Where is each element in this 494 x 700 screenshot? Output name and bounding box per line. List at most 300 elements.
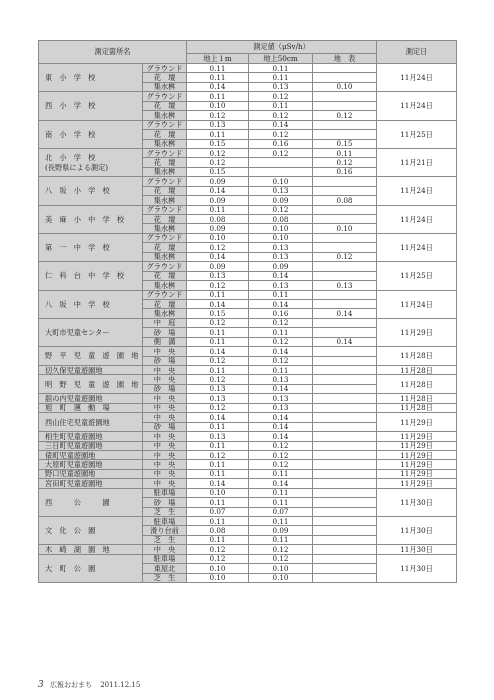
value-surface (313, 507, 377, 516)
value-surface: 0.12 (313, 111, 377, 120)
measurement-spot: グラウンド (143, 120, 187, 129)
header-height-1m: 地上１m (187, 54, 249, 64)
value-surface (313, 554, 377, 563)
value-1m: 0.12 (187, 111, 249, 120)
measurement-spot: グラウンド (143, 233, 187, 242)
measurement-date: 11月30日 (377, 488, 457, 516)
value-50cm: 0.10 (249, 564, 313, 573)
measurement-spot: 砂 場 (143, 422, 187, 431)
measurement-spot: 中 央 (143, 469, 187, 478)
value-1m: 0.10 (187, 564, 249, 573)
value-surface (313, 403, 377, 412)
measurement-spot: グラウンド (143, 148, 187, 157)
location-name (39, 413, 143, 432)
value-50cm (249, 158, 313, 167)
location-name (39, 375, 143, 394)
table-row (39, 148, 457, 157)
value-1m: 0.14 (187, 186, 249, 195)
table-row (39, 545, 457, 554)
value-1m: 0.09 (187, 224, 249, 233)
value-50cm: 0.12 (249, 460, 313, 469)
location-name (39, 347, 143, 366)
value-1m: 0.11 (187, 366, 249, 375)
value-50cm: 0.12 (249, 111, 313, 120)
value-surface (313, 299, 377, 308)
header-date: 測定日 (377, 41, 457, 64)
value-50cm: 0.11 (249, 469, 313, 478)
location-name (39, 177, 143, 205)
value-1m: 0.11 (187, 337, 249, 346)
value-1m: 0.14 (187, 479, 249, 488)
location-label: 明 野 児 童 遊 園 地 (45, 379, 139, 389)
measurement-spot: 花 壇 (143, 186, 187, 195)
value-surface (313, 564, 377, 573)
value-50cm: 0.12 (249, 130, 313, 139)
location-label: 俵町児童遊園地 (45, 450, 96, 460)
value-surface (313, 73, 377, 82)
value-surface: 0.12 (313, 252, 377, 261)
value-1m: 0.11 (187, 92, 249, 101)
value-50cm: 0.13 (249, 375, 313, 384)
value-1m: 0.12 (187, 554, 249, 563)
value-surface (313, 186, 377, 195)
value-1m: 0.14 (187, 413, 249, 422)
value-surface (313, 498, 377, 507)
value-surface (313, 262, 377, 271)
measurement-spot: 砂 場 (143, 384, 187, 393)
location-name (39, 479, 143, 488)
value-surface: 0.10 (313, 82, 377, 91)
value-1m: 0.13 (187, 384, 249, 393)
measurement-date: 11月29日 (377, 441, 457, 450)
value-surface (313, 347, 377, 356)
location-label: 大原町児童遊園地 (45, 459, 103, 469)
value-50cm: 0.11 (249, 517, 313, 526)
value-50cm: 0.13 (249, 82, 313, 91)
value-surface: 0.10 (313, 224, 377, 233)
value-1m: 0.12 (187, 148, 249, 157)
value-50cm: 0.14 (249, 384, 313, 393)
measurement-spot: 中 央 (143, 366, 187, 375)
value-50cm: 0.11 (249, 366, 313, 375)
location-label: 文 化 公 園 (45, 526, 96, 536)
location-name (39, 554, 143, 582)
measurement-spot: 側 溝 (143, 337, 187, 346)
measurement-date: 11月29日 (377, 318, 457, 346)
location-name (39, 120, 143, 148)
value-surface (313, 413, 377, 422)
table-row (39, 394, 457, 403)
measurement-spot: 花 壇 (143, 243, 187, 252)
location-name (39, 517, 143, 545)
measurement-spot: 集水桝 (143, 224, 187, 233)
value-50cm: 0.11 (249, 290, 313, 299)
measurement-spot: 花 壇 (143, 73, 187, 82)
location-label: 西 小 学 校 (45, 101, 96, 111)
location-name (39, 450, 143, 459)
value-50cm: 0.08 (249, 215, 313, 224)
table-row (39, 413, 457, 422)
value-surface (313, 460, 377, 469)
table-row (39, 233, 457, 242)
issue-date: 2011.12.15 (100, 681, 141, 689)
measurement-spot: 花 壇 (143, 271, 187, 280)
value-surface (313, 366, 377, 375)
measurement-date: 11月28日 (377, 394, 457, 403)
value-1m: 0.08 (187, 215, 249, 224)
location-label: 切久保児童遊園地 (45, 365, 103, 375)
value-50cm: 0.09 (249, 262, 313, 271)
header-surface: 地 表 (313, 54, 377, 64)
value-surface (313, 92, 377, 101)
value-1m: 0.13 (187, 271, 249, 280)
measurement-spot: グラウンド (143, 92, 187, 101)
value-surface (313, 535, 377, 544)
table-row (39, 432, 457, 441)
measurement-spot: 集水桝 (143, 281, 187, 290)
location-label: 仁 科 台 中 学 校 (45, 271, 125, 281)
table-row (39, 517, 457, 526)
measurement-date: 11月24日 (377, 92, 457, 120)
table-row (39, 479, 457, 488)
measurement-date: 11月30日 (377, 517, 457, 545)
location-name (39, 64, 143, 92)
value-1m: 0.11 (187, 441, 249, 450)
value-1m: 0.13 (187, 432, 249, 441)
value-50cm: 0.12 (249, 92, 313, 101)
measurement-spot: 中 央 (143, 450, 187, 459)
value-surface (313, 573, 377, 582)
measurement-date: 11月29日 (377, 460, 457, 469)
location-name (39, 92, 143, 120)
location-note: (長野県による測定) (45, 162, 109, 172)
value-surface: 0.12 (313, 158, 377, 167)
measurement-date: 11月29日 (377, 450, 457, 459)
table-row (39, 375, 457, 384)
value-surface (313, 243, 377, 252)
value-1m: 0.12 (187, 375, 249, 384)
value-1m: 0.12 (187, 450, 249, 459)
table-row (39, 262, 457, 271)
value-1m: 0.10 (187, 233, 249, 242)
measurement-spot: 駐車場 (143, 488, 187, 497)
value-surface (313, 479, 377, 488)
value-1m: 0.11 (187, 205, 249, 214)
measurement-spot: 花 壇 (143, 101, 187, 110)
measurement-date: 11月29日 (377, 469, 457, 478)
value-surface: 0.13 (313, 281, 377, 290)
location-label: 三日町児童遊園地 (45, 441, 103, 451)
value-50cm: 0.14 (249, 479, 313, 488)
measurement-spot: 滑り台前 (143, 526, 187, 535)
measurement-date: 11月24日 (377, 177, 457, 205)
table-row (39, 347, 457, 356)
value-surface (313, 384, 377, 393)
value-50cm: 0.12 (249, 318, 313, 327)
measurement-date: 11月29日 (377, 432, 457, 441)
value-1m: 0.11 (187, 498, 249, 507)
value-50cm: 0.10 (249, 233, 313, 242)
value-1m: 0.11 (187, 460, 249, 469)
location-label: 西山住宅児童遊園地 (45, 417, 110, 427)
table-row (39, 488, 457, 497)
location-name (39, 262, 143, 290)
value-50cm: 0.12 (249, 356, 313, 365)
measurement-spot: 中 央 (143, 394, 187, 403)
value-1m: 0.15 (187, 139, 249, 148)
measurement-spot: 集水桝 (143, 82, 187, 91)
value-50cm: 0.16 (249, 139, 313, 148)
value-1m: 0.09 (187, 196, 249, 205)
measurement-spot: 中 央 (143, 413, 187, 422)
location-label: 八 坂 中 学 校 (45, 299, 110, 309)
location-label: 大町市児童センター (45, 327, 110, 337)
value-50cm: 0.14 (249, 413, 313, 422)
value-surface (313, 328, 377, 337)
value-1m: 0.12 (187, 403, 249, 412)
measurement-spot: 花 壇 (143, 158, 187, 167)
measurement-spot: 砂 場 (143, 356, 187, 365)
location-label: 西 公 園 (45, 497, 110, 507)
value-1m: 0.11 (187, 422, 249, 431)
measurement-spot: 中 央 (143, 432, 187, 441)
measurement-spot: 芝 生 (143, 535, 187, 544)
measurement-spot: 花 壇 (143, 215, 187, 224)
location-label: 八 坂 小 学 校 (45, 186, 110, 196)
value-1m: 0.12 (187, 281, 249, 290)
value-50cm: 0.10 (249, 224, 313, 233)
location-label: 第 一 中 学 校 (45, 242, 110, 252)
header-location: 測定箇所名 (39, 41, 187, 64)
value-surface (313, 205, 377, 214)
location-name (39, 545, 143, 554)
value-1m: 0.12 (187, 356, 249, 365)
value-surface (313, 120, 377, 129)
measurement-spot: 中 央 (143, 375, 187, 384)
value-50cm: 0.12 (249, 337, 313, 346)
value-50cm: 0.11 (249, 64, 313, 73)
value-50cm: 0.12 (249, 205, 313, 214)
table-row (39, 64, 457, 73)
value-50cm: 0.12 (249, 554, 313, 563)
value-50cm: 0.12 (249, 148, 313, 157)
value-surface (313, 375, 377, 384)
value-surface (313, 290, 377, 299)
table-row (39, 290, 457, 299)
value-surface (313, 64, 377, 73)
location-label: 南 小 学 校 (45, 129, 96, 139)
measurement-spot: 中 央 (143, 347, 187, 356)
value-50cm: 0.09 (249, 526, 313, 535)
value-1m: 0.15 (187, 309, 249, 318)
measurement-date: 11月28日 (377, 347, 457, 366)
location-label: 美 麻 小 中 学 校 (45, 214, 125, 224)
value-50cm: 0.14 (249, 422, 313, 431)
location-name (39, 366, 143, 375)
value-surface: 0.14 (313, 309, 377, 318)
measurement-spot: 中 央 (143, 545, 187, 554)
location-name (39, 403, 143, 412)
value-50cm: 0.11 (249, 328, 313, 337)
value-50cm: 0.11 (249, 498, 313, 507)
value-surface (313, 526, 377, 535)
location-label: 旭 町 運 動 場 (45, 403, 110, 413)
measurement-spot: 芝 生 (143, 507, 187, 516)
value-50cm: 0.11 (249, 101, 313, 110)
location-name (39, 233, 143, 261)
measurement-date: 11月30日 (377, 554, 457, 582)
value-surface (313, 545, 377, 554)
header-measurement: 測定値（μSv/h） (187, 41, 377, 54)
table-row (39, 450, 457, 459)
location-name (39, 148, 143, 176)
value-50cm: 0.09 (249, 196, 313, 205)
value-surface: 0.08 (313, 196, 377, 205)
value-1m: 0.11 (187, 64, 249, 73)
table-row (39, 366, 457, 375)
measurement-spot: 中 央 (143, 460, 187, 469)
location-name (39, 432, 143, 441)
measurement-date: 11月29日 (377, 413, 457, 432)
location-name (39, 460, 143, 469)
measurement-spot: 集水桝 (143, 111, 187, 120)
value-50cm: 0.12 (249, 545, 313, 554)
measurement-spot: 中 庭 (143, 318, 187, 327)
location-name (39, 488, 143, 516)
measurement-spot: 集水桝 (143, 252, 187, 261)
measurement-spot: 中 央 (143, 403, 187, 412)
location-label: 東 小 学 校 (45, 73, 96, 83)
value-50cm: 0.14 (249, 347, 313, 356)
table-row (39, 469, 457, 478)
value-surface: 0.15 (313, 139, 377, 148)
value-surface (313, 101, 377, 110)
table-row (39, 460, 457, 469)
value-1m: 0.11 (187, 469, 249, 478)
value-50cm (249, 167, 313, 176)
measurement-spot: グラウンド (143, 177, 187, 186)
measurement-spot: 駐車場 (143, 554, 187, 563)
value-surface (313, 215, 377, 224)
value-surface (313, 517, 377, 526)
measurement-spot: 花 壇 (143, 130, 187, 139)
measurement-spot: 集水桝 (143, 309, 187, 318)
value-surface (313, 271, 377, 280)
value-1m: 0.11 (187, 130, 249, 139)
value-1m: 0.08 (187, 526, 249, 535)
value-1m: 0.07 (187, 507, 249, 516)
value-1m: 0.10 (187, 101, 249, 110)
value-50cm: 0.11 (249, 488, 313, 497)
value-surface (313, 450, 377, 459)
value-1m: 0.14 (187, 252, 249, 261)
location-label: 野 平 児 童 遊 園 地 (45, 351, 139, 361)
value-surface: 0.14 (313, 337, 377, 346)
value-1m: 0.13 (187, 120, 249, 129)
value-50cm: 0.10 (249, 573, 313, 582)
measurement-date: 11月24日 (377, 64, 457, 92)
value-50cm: 0.13 (249, 186, 313, 195)
location-label: 野口児童遊園地 (45, 469, 96, 479)
measurement-date: 11月21日 (377, 148, 457, 176)
table-row (39, 441, 457, 450)
measurement-spot: グラウンド (143, 262, 187, 271)
measurement-date: 11月28日 (377, 403, 457, 412)
page-number: 3 (38, 680, 44, 690)
location-label: 木 崎 湖 園 地 (45, 544, 110, 554)
value-50cm: 0.13 (249, 252, 313, 261)
value-surface (313, 394, 377, 403)
measurement-spot: 東屋北 (143, 564, 187, 573)
location-name (39, 394, 143, 403)
value-surface (313, 469, 377, 478)
measurement-spot: 砂 場 (143, 498, 187, 507)
location-name (39, 441, 143, 450)
value-1m: 0.11 (187, 535, 249, 544)
value-surface (313, 318, 377, 327)
measurement-spot: 集水桝 (143, 167, 187, 176)
table-row (39, 177, 457, 186)
value-50cm: 0.14 (249, 432, 313, 441)
value-1m: 0.09 (187, 177, 249, 186)
value-50cm: 0.14 (249, 271, 313, 280)
value-1m: 0.11 (187, 328, 249, 337)
value-surface (313, 356, 377, 365)
value-surface (313, 488, 377, 497)
measurement-spot: 中 央 (143, 479, 187, 488)
value-50cm: 0.12 (249, 441, 313, 450)
measurement-spot: 集水桝 (143, 139, 187, 148)
table-row (39, 554, 457, 563)
measurement-spot: 砂 場 (143, 328, 187, 337)
value-1m: 0.12 (187, 545, 249, 554)
table-row (39, 205, 457, 214)
value-50cm: 0.12 (249, 450, 313, 459)
measurement-date: 11月28日 (377, 366, 457, 375)
measurement-spot: 駐車場 (143, 517, 187, 526)
value-50cm: 0.11 (249, 73, 313, 82)
value-50cm: 0.13 (249, 394, 313, 403)
value-1m: 0.11 (187, 290, 249, 299)
measurement-date: 11月25日 (377, 120, 457, 148)
measurement-date: 11月24日 (377, 290, 457, 318)
location-label: 相生町児童遊園地 (45, 431, 103, 441)
measurement-spot: 集水桝 (143, 196, 187, 205)
measurement-date: 11月24日 (377, 233, 457, 261)
table-row (39, 403, 457, 412)
value-1m: 0.14 (187, 347, 249, 356)
location-name (39, 290, 143, 318)
measurement-date: 11月30日 (377, 545, 457, 554)
value-1m: 0.14 (187, 82, 249, 91)
location-label: 宮田町児童遊園地 (45, 478, 103, 488)
value-surface (313, 130, 377, 139)
value-50cm: 0.16 (249, 309, 313, 318)
measurement-date: 11月28日 (377, 375, 457, 394)
location-label: 北 小 学 校 (45, 153, 96, 163)
location-name (39, 205, 143, 233)
table-header (39, 41, 457, 64)
value-1m: 0.10 (187, 488, 249, 497)
measurement-date: 11月29日 (377, 479, 457, 488)
value-1m: 0.12 (187, 243, 249, 252)
value-50cm: 0.10 (249, 177, 313, 186)
value-1m: 0.11 (187, 517, 249, 526)
table-row (39, 120, 457, 129)
radiation-measurement-table (38, 40, 457, 583)
table-row (39, 318, 457, 327)
value-50cm: 0.13 (249, 403, 313, 412)
